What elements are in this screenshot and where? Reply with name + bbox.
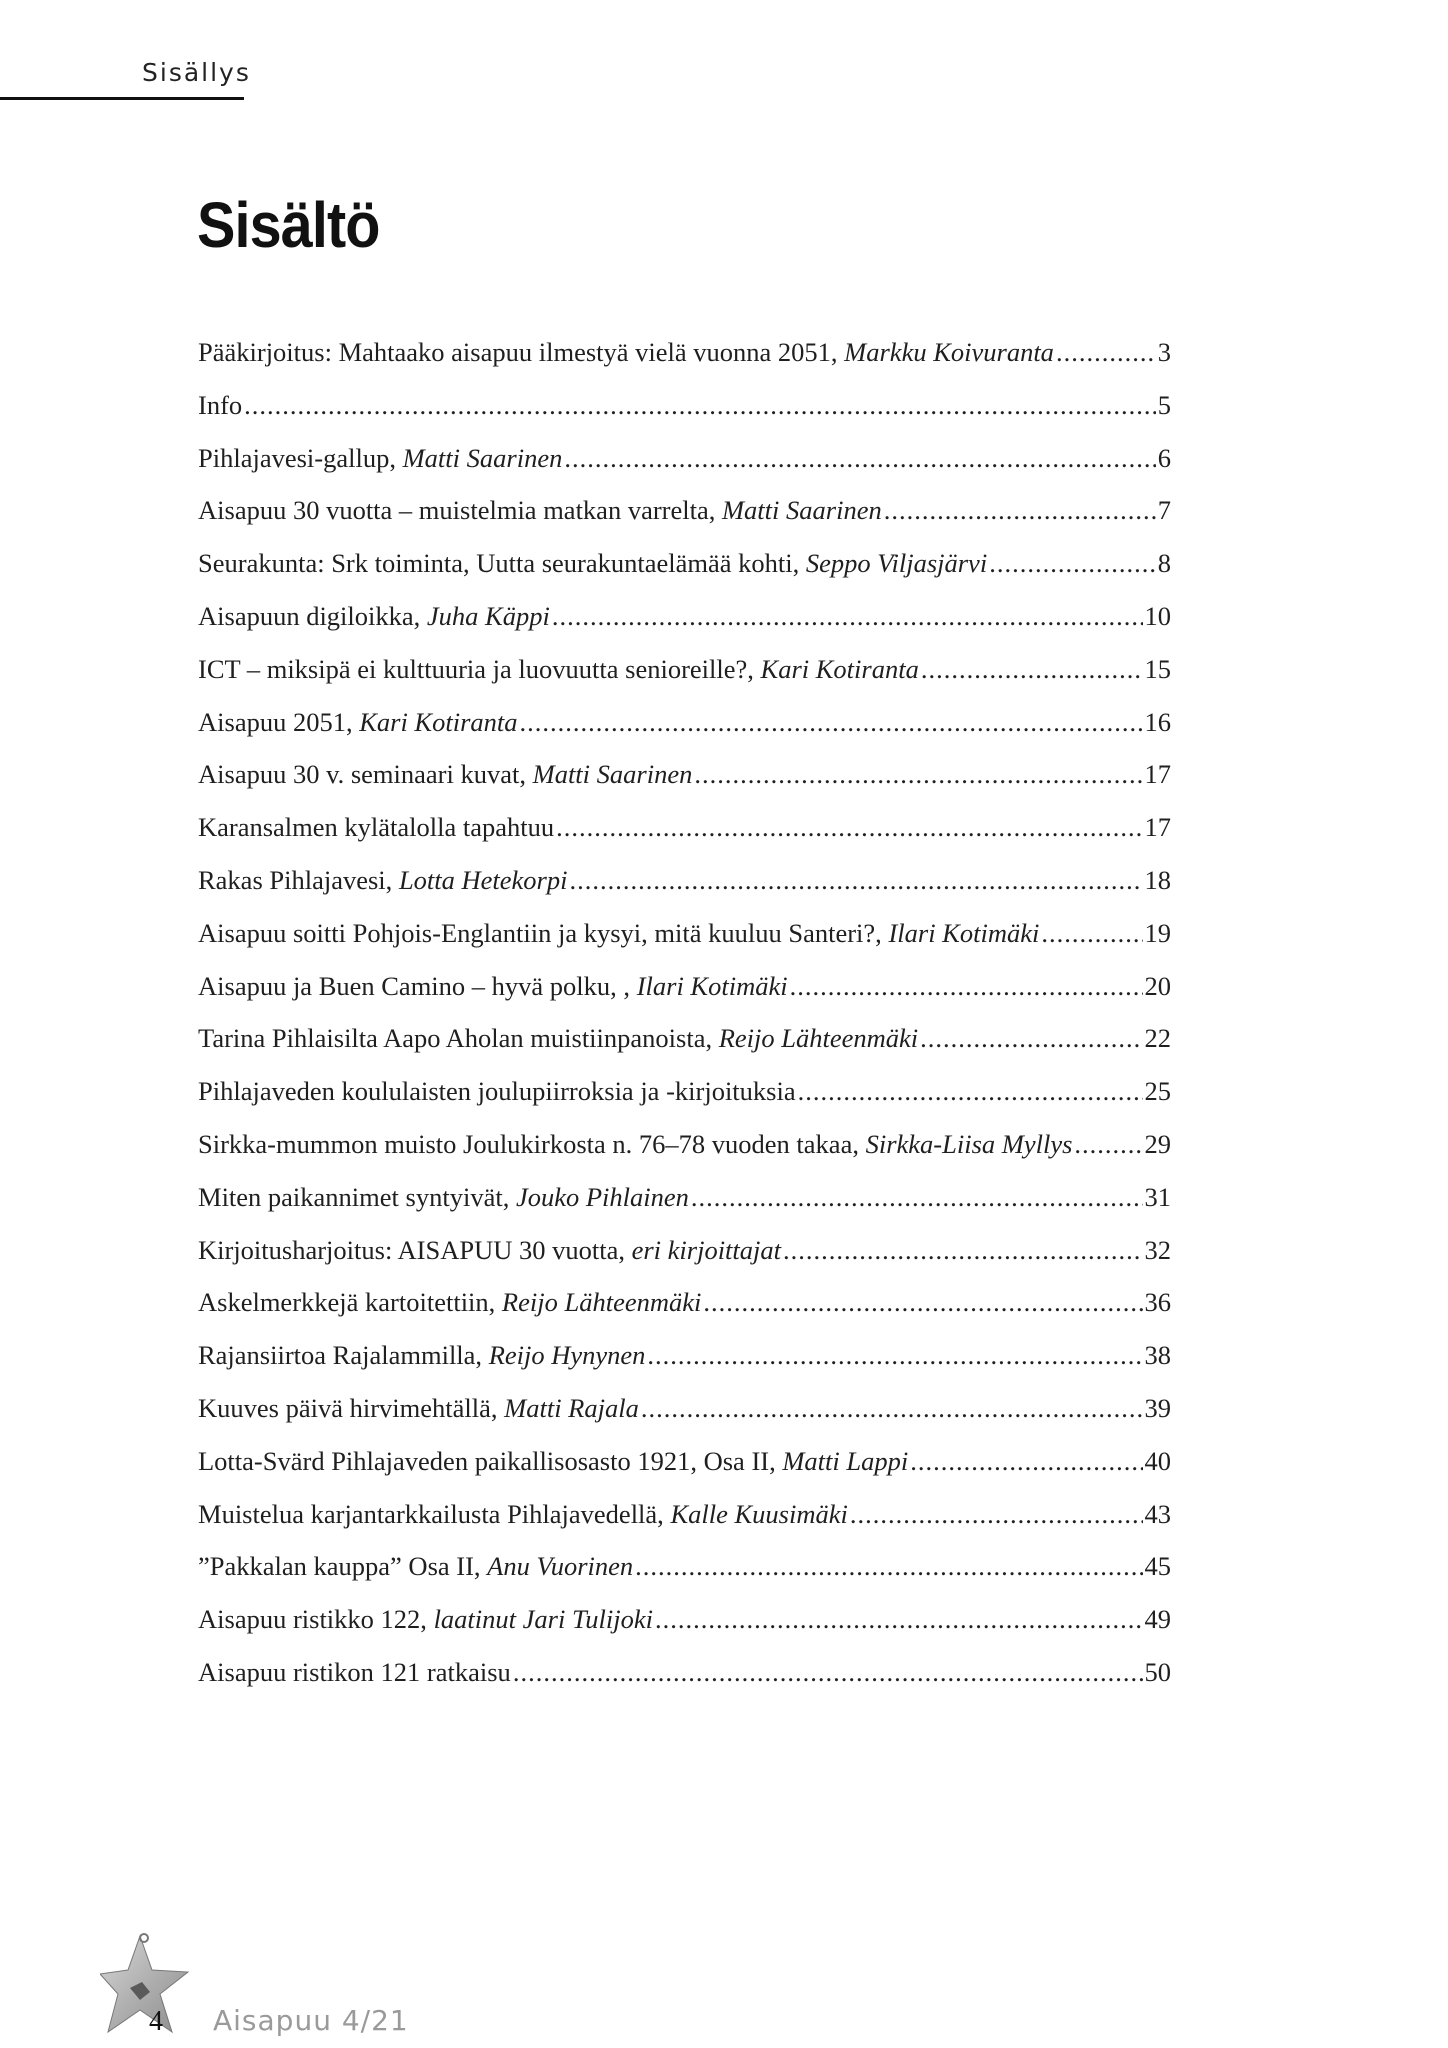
- toc-entry-page: 16: [1144, 706, 1171, 737]
- toc-entry-page: 45: [1144, 1551, 1171, 1582]
- toc-entry-author: Kari Kotiranta: [760, 653, 919, 684]
- toc-entry: [198, 379, 1171, 432]
- toc-entry: [198, 590, 1171, 643]
- toc-title-text: Aisapuu 2051,: [198, 706, 360, 737]
- toc-entry-title: [198, 1593, 653, 1646]
- dot-leader: [641, 1382, 1143, 1435]
- toc-entry: [198, 907, 1171, 960]
- page-number: 4: [149, 2006, 163, 2037]
- dot-leader: [655, 1593, 1143, 1646]
- toc-title-text: Rajansiirtoa Rajalammilla,: [198, 1340, 489, 1371]
- toc-entry: [198, 960, 1171, 1013]
- toc-entry-title: [198, 1276, 701, 1329]
- toc-entry-page: 36: [1144, 1287, 1171, 1318]
- toc-entry: [198, 1224, 1171, 1277]
- toc-entry-page: 6: [1157, 442, 1171, 473]
- toc-entry-page: 49: [1144, 1604, 1171, 1635]
- dot-leader: [910, 1435, 1142, 1488]
- toc-entry-page: 17: [1144, 759, 1171, 790]
- toc-title-text: Kuuves päivä hirvimehtällä,: [198, 1392, 505, 1423]
- toc-entry: [198, 748, 1171, 801]
- toc-entry: [198, 801, 1171, 854]
- toc-title-text: Pihlajaveden koululaisten joulupiirroksia ja -kirjoituksia: [198, 1076, 796, 1107]
- toc-entry-author: Sirkka-Liisa Myllys: [865, 1128, 1073, 1159]
- toc-title-text: Aisapuun digiloikka,: [198, 600, 427, 631]
- toc-entry-title: [198, 484, 882, 537]
- dot-leader: [556, 801, 1142, 854]
- toc-entry-page: 39: [1144, 1392, 1171, 1423]
- toc-title-text: Sirkka-mummon muisto Joulukirkosta n. 76–78 vuoden takaa,: [198, 1128, 866, 1159]
- toc-entry: [198, 1065, 1171, 1118]
- toc-entry-title: [198, 1224, 781, 1277]
- toc-title-text: ”Pakkalan kauppa” Osa II,: [198, 1551, 488, 1582]
- toc-entry-author: Ilari Kotimäki: [888, 917, 1040, 948]
- toc-entry-author: Seppo Viljasjärvi: [805, 548, 988, 579]
- toc-entry-author: Ilari Kotimäki: [636, 970, 788, 1001]
- toc-title-text: Pihlajavesi-gallup,: [198, 442, 403, 473]
- toc-entry-title: [198, 1382, 639, 1435]
- toc-entry: [198, 537, 1171, 590]
- dot-leader: [513, 1646, 1143, 1699]
- toc-entry-title: [198, 432, 562, 485]
- toc-title-text: Kirjoitusharjoitus: AISAPUU 30 vuotta,: [198, 1234, 632, 1265]
- toc-entry: [198, 696, 1171, 749]
- toc-entry-page: 15: [1144, 653, 1171, 684]
- toc-entry-author: Reijo Lähteenmäki: [501, 1287, 702, 1318]
- toc-entry: [198, 1435, 1171, 1488]
- dot-leader: [691, 1171, 1143, 1224]
- toc-entry-title: [198, 1540, 633, 1593]
- toc-entry: [198, 1276, 1171, 1329]
- toc-entry-page: 20: [1144, 970, 1171, 1001]
- dot-leader: [1074, 1118, 1142, 1171]
- toc-entry-author: eri kirjoittajat: [631, 1234, 782, 1265]
- toc-entry: [198, 1593, 1171, 1646]
- toc-entry-page: 29: [1144, 1128, 1171, 1159]
- toc-entry-page: 38: [1144, 1340, 1171, 1371]
- toc-title-text: Miten paikannimet syntyivät,: [198, 1181, 516, 1212]
- toc-entry: [198, 1012, 1171, 1065]
- toc-entry-title: [198, 1171, 689, 1224]
- toc-entry: [198, 484, 1171, 537]
- dot-leader: [244, 379, 1156, 432]
- toc-entry-author: Matti Saarinen: [402, 442, 563, 473]
- toc-entry-page: 5: [1157, 389, 1171, 420]
- toc-entry-author: Anu Vuorinen: [487, 1551, 634, 1582]
- toc-entry: [198, 1171, 1171, 1224]
- dot-leader: [552, 590, 1143, 643]
- toc-entry-page: 8: [1157, 548, 1171, 579]
- toc-entry-author: Lotta Hetekorpi: [398, 864, 568, 895]
- toc-title-text: Aisapuu ja Buen Camino – hyvä polku, ,: [198, 970, 637, 1001]
- dot-leader: [703, 1276, 1142, 1329]
- dot-leader: [920, 1012, 1142, 1065]
- toc-title-text: Lotta-Svärd Pihlajaveden paikallisosasto 1921, Osa II,: [198, 1445, 783, 1476]
- toc-title-text: Tarina Pihlaisilta Aapo Aholan muistiinpanoista,: [198, 1023, 719, 1054]
- toc-entry-title: [198, 1646, 511, 1699]
- toc-entry-author: Reijo Lähteenmäki: [718, 1023, 919, 1054]
- toc-title-text: Aisapuu ristikon 121 ratkaisu: [198, 1656, 511, 1687]
- toc-entry-title: [198, 854, 568, 907]
- toc-entry-title: [198, 696, 518, 749]
- toc-entry-author: Matti Rajala: [504, 1392, 639, 1423]
- toc-entry-author: laatinut Jari Tulijoki: [433, 1604, 653, 1635]
- dot-leader: [520, 696, 1143, 749]
- toc-title-text: Aisapuu 30 v. seminaari kuvat,: [198, 759, 533, 790]
- toc-entry-page: 17: [1144, 812, 1171, 843]
- toc-title-text: Aisapuu 30 vuotta – muistelmia matkan varrelta,: [198, 495, 722, 526]
- dot-leader: [790, 960, 1143, 1013]
- toc-entry-page: 3: [1157, 337, 1171, 367]
- toc-entry: [198, 326, 1171, 379]
- toc-title-text: Pääkirjoitus: Mahtaako aisapuu ilmestyä vielä vuonna 2051,: [198, 337, 845, 367]
- toc-title-text: Rakas Pihlajavesi,: [198, 864, 399, 895]
- toc-entry-title: [198, 1118, 1072, 1171]
- toc-entry-title: [198, 1488, 848, 1541]
- toc-entry-title: [198, 907, 1039, 960]
- dot-leader: [647, 1329, 1142, 1382]
- toc-title-text: Muistelua karjantarkkailusta Pihlajavedellä,: [198, 1498, 671, 1529]
- toc-entry-page: 31: [1144, 1181, 1171, 1212]
- toc-entry-page: 32: [1144, 1234, 1171, 1265]
- toc-entry-page: 7: [1157, 495, 1171, 526]
- toc-entry-author: Reijo Hynynen: [488, 1340, 646, 1371]
- toc-entry-page: 19: [1144, 917, 1171, 948]
- toc-entry-author: Matti Saarinen: [532, 759, 693, 790]
- dot-leader: [1056, 326, 1156, 379]
- toc-entry-page: 10: [1144, 600, 1171, 631]
- toc-entry-title: [198, 801, 554, 854]
- toc-entry-author: Markku Koivuranta: [844, 337, 1054, 367]
- dot-leader: [989, 537, 1156, 590]
- toc-entry-author: Matti Lappi: [782, 1445, 909, 1476]
- dot-leader: [564, 432, 1155, 485]
- toc-entry-title: [198, 1435, 908, 1488]
- toc-entry: [198, 1382, 1171, 1435]
- toc-entry-title: [198, 1012, 918, 1065]
- toc-entry-title: [198, 643, 919, 696]
- table-of-contents: [198, 326, 1171, 1699]
- toc-entry-page: 25: [1144, 1076, 1171, 1107]
- dot-leader: [635, 1540, 1142, 1593]
- toc-title-text: Askelmerkkejä kartoitettiin,: [198, 1287, 502, 1318]
- toc-title-text: Karansalmen kylätalolla tapahtuu: [198, 812, 555, 843]
- toc-entry-title: [198, 379, 242, 432]
- toc-entry-author: Jouko Pihlainen: [515, 1181, 689, 1212]
- toc-entry-title: [198, 537, 987, 590]
- toc-entry-page: 43: [1144, 1498, 1171, 1529]
- dot-leader: [798, 1065, 1143, 1118]
- toc-entry-author: Kari Kotiranta: [359, 706, 518, 737]
- toc-entry-page: 50: [1144, 1656, 1171, 1687]
- toc-entry: [198, 854, 1171, 907]
- issue-label: Aisapuu 4/21: [213, 2004, 409, 2037]
- toc-title-text: Seurakunta: Srk toiminta, Uutta seurakuntaelämää kohti,: [198, 548, 806, 579]
- toc-entry-title: [198, 748, 692, 801]
- dot-leader: [570, 854, 1143, 907]
- toc-entry: [198, 1488, 1171, 1541]
- toc-entry: [198, 432, 1171, 485]
- section-rule: [0, 97, 244, 100]
- toc-entry: [198, 1329, 1171, 1382]
- toc-entry: [198, 1646, 1171, 1699]
- toc-entry-author: Matti Saarinen: [721, 495, 882, 526]
- toc-title-text: ICT – miksipä ei kulttuuria ja luovuutta senioreille?,: [198, 653, 761, 684]
- dot-leader: [850, 1488, 1143, 1541]
- section-label: Sisällys: [142, 58, 251, 87]
- page-title: Sisältö: [197, 189, 380, 261]
- dot-leader: [921, 643, 1143, 696]
- toc-title-text: Aisapuu ristikko 122,: [198, 1604, 434, 1635]
- toc-entry-title: [198, 960, 788, 1013]
- toc-entry: [198, 1118, 1171, 1171]
- dot-leader: [694, 748, 1142, 801]
- dot-leader: [884, 484, 1156, 537]
- dot-leader: [783, 1224, 1142, 1277]
- toc-entry-author: Kalle Kuusimäki: [670, 1498, 848, 1529]
- toc-entry-title: [198, 590, 550, 643]
- toc-entry: [198, 1540, 1171, 1593]
- toc-entry-title: [198, 1065, 796, 1118]
- toc-entry-page: 22: [1144, 1023, 1171, 1054]
- toc-entry-page: 40: [1144, 1445, 1171, 1476]
- toc-entry-title: [198, 326, 1054, 379]
- toc-entry-page: 18: [1144, 864, 1171, 895]
- toc-title-text: Info: [198, 389, 243, 420]
- dot-leader: [1041, 907, 1142, 960]
- toc-entry-title: [198, 1329, 645, 1382]
- toc-title-text: Aisapuu soitti Pohjois-Englantiin ja kysyi, mitä kuuluu Santeri?,: [198, 917, 889, 948]
- toc-entry-author: Juha Käppi: [426, 600, 550, 631]
- toc-entry: [198, 643, 1171, 696]
